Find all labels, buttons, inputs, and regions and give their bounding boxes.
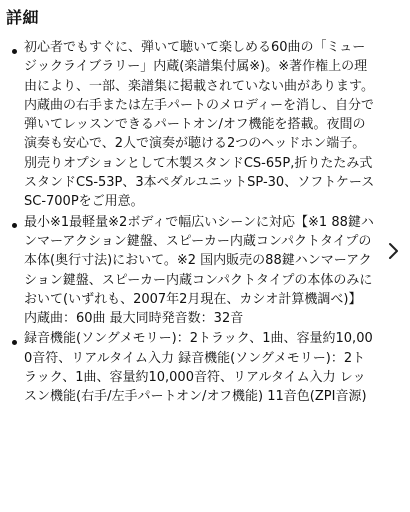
list-item [6,329,378,406]
section-title: 詳細 [6,8,40,27]
list-item [6,38,378,212]
bullet-icon [8,38,20,57]
details-list [6,38,378,407]
list-item-text: 録音機能(ソングメモリー)：2トラック、1曲、容量約10,000音符、リアルタイム入力 録音機能(ソングメモリー)：2トラック、1曲、容量約10,000音符、リアルタイム入力 レッスン機能(右手/左手パートオン/オフ機能) 11音色(ZPI音源) [24,331,373,405]
chevron-right-icon[interactable] [386,240,402,262]
list-item-text: 初心者でもすぐに、弾いて聴いて楽しめる60曲の「ミュージックライブラリー」内蔵(楽譜集付属※)。※著作権上の理由により、一部、楽譜集に掲載されていない曲があります。内蔵曲の右手または左手パートのメロディーを消し、自分で弾いてレッスンできるパートオン/オフ機能を搭載。夜間の演奏も安心で、2人で演奏が聴ける2つのヘッドホン端子。別売りオプションとして木製スタンドCS-65P,折りたたみ式スタンドCS-53P、3本ペダルユニットSP-30、ソフトケースSC-700Pをご用意。 [24,40,375,210]
details-panel [6,8,378,408]
bullet-icon [8,329,20,348]
list-item-text: 最小※1最軽量※2ボディで幅広いシーンに対応【※1 88鍵ハンマーアクション鍵盤、スピーカー内蔵コンパクトタイプの本体(奥行寸法)において。※2 国内販売の88鍵ハンマーアクション鍵盤、スピーカー内蔵コンパクトタイプの本体のみにおいて(いずれも、2007年2月現在、カシオ計算機調べ)】 内蔵曲：60曲 最大同時発音数：32音 [24,214,374,327]
bullet-icon [8,213,20,232]
list-item [6,213,378,329]
chevron-right-icon-svg [386,240,402,262]
